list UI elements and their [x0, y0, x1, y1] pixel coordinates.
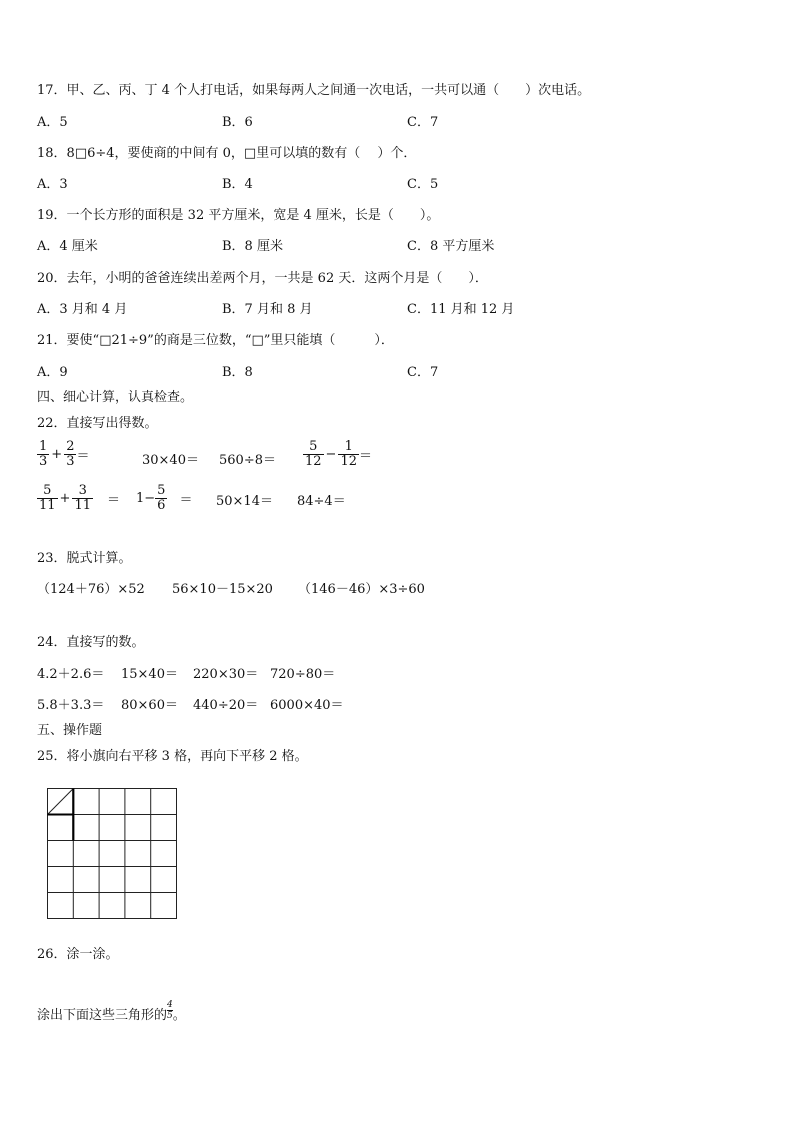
- numerator: 1: [39, 439, 48, 454]
- grid-border: [48, 789, 177, 919]
- question-19: 19．一个长方形的面积是 32 平方厘米，宽是 4 厘米，长是（ ）。: [37, 208, 440, 223]
- question-24: 24．直接写的数。: [37, 635, 145, 650]
- denominator: 11: [39, 498, 56, 513]
- expression: 220×30＝: [193, 667, 259, 682]
- denominator: 3: [39, 454, 48, 469]
- instruction-end: 。: [172, 1008, 186, 1023]
- question-18: 18．8□6÷4，要使商的中间有 0，□里可以填的数有（ ）个．: [37, 146, 417, 161]
- instruction: [37, 1000, 186, 1025]
- expression: （124＋76）×52: [37, 582, 145, 597]
- operator: +: [51, 447, 63, 462]
- grid-with-flag: [47, 788, 178, 921]
- denominator: 12: [340, 454, 357, 469]
- denominator: 3: [66, 454, 75, 469]
- expression: 5.8＋3.3＝: [37, 698, 105, 713]
- section-heading: 四、细心计算，认真检查。: [37, 390, 194, 405]
- equals-sign: ＝: [76, 449, 90, 464]
- option-b: B．4: [222, 177, 253, 192]
- section-heading: 五、操作题: [37, 723, 103, 738]
- fraction: [155, 484, 167, 513]
- question-22: 22．直接写出得数。: [37, 416, 158, 431]
- fraction: [167, 1000, 173, 1021]
- option-a: A．9: [37, 365, 68, 380]
- flag-icon: [48, 789, 74, 841]
- option-c: C．7: [407, 115, 439, 130]
- numerator: 2: [66, 439, 75, 454]
- fraction-expression: [136, 484, 192, 513]
- fraction: [303, 440, 324, 469]
- option-a: A．3: [37, 177, 68, 192]
- option-b: B．7 月和 8 月: [222, 302, 313, 317]
- option-a: A．3 月和 4 月: [37, 302, 128, 317]
- fraction: [338, 440, 359, 469]
- fraction: [37, 484, 58, 513]
- option-a: A．5: [37, 115, 68, 130]
- equals-sign: ＝: [359, 449, 373, 464]
- expression-prefix: 1−: [136, 491, 156, 506]
- denominator: 5: [167, 1011, 173, 1021]
- question-20: 20．去年，小明的爸爸连续出差两个月，一共是 62 天．这两个月是（ ）．: [37, 271, 488, 286]
- option-c: C．5: [407, 177, 439, 192]
- fraction: [64, 440, 76, 469]
- expression: 80×60＝: [121, 698, 178, 713]
- question-26: 26．涂一涂。: [37, 947, 119, 962]
- option-a: A．4 厘米: [37, 239, 98, 254]
- option-b: B．6: [222, 115, 253, 130]
- denominator: 11: [74, 498, 91, 513]
- denominator: 12: [305, 454, 322, 469]
- expression: 30×40＝: [142, 453, 199, 468]
- fraction-expression: [37, 484, 120, 513]
- option-c: C．11 月和 12 月: [407, 302, 515, 317]
- question-21: 21．要使“□21÷9”的商是三位数，“□”里只能填（ ）．: [37, 333, 394, 348]
- numerator: 4: [167, 1000, 173, 1010]
- fraction: [72, 484, 93, 513]
- option-c: C．8 平方厘米: [407, 239, 495, 254]
- equals-sign: ＝: [107, 493, 121, 508]
- question-17: 17．甲、乙、丙、丁 4 个人打电话，如果每两人之间通一次电话，一共可以通（ ）次电话。: [37, 83, 591, 98]
- expression: 56×10－15×20: [172, 582, 273, 597]
- expression: 15×40＝: [121, 667, 178, 682]
- numerator: 1: [344, 439, 353, 454]
- operator: +: [59, 491, 71, 506]
- numerator: 5: [309, 439, 318, 454]
- instruction-text: 涂出下面这些三角形的: [37, 1008, 168, 1023]
- fraction: [37, 440, 49, 469]
- operator: −: [325, 447, 337, 462]
- question-23: 23．脱式计算。: [37, 551, 132, 566]
- expression: 50×14＝: [216, 494, 273, 509]
- numerator: 5: [157, 483, 166, 498]
- expression: 720÷80＝: [270, 667, 336, 682]
- option-b: B．8 厘米: [222, 239, 283, 254]
- expression: 6000×40＝: [270, 698, 344, 713]
- equals-sign: ＝: [179, 493, 193, 508]
- denominator: 6: [157, 498, 166, 513]
- expression: 4.2＋2.6＝: [37, 667, 105, 682]
- expression: 84÷4＝: [297, 494, 346, 509]
- expression: 440÷20＝: [193, 698, 259, 713]
- fraction-expression: [37, 440, 89, 469]
- numerator: 3: [78, 483, 87, 498]
- question-25: 25．将小旗向右平移 3 格，再向下平移 2 格。: [37, 749, 308, 764]
- fraction-expression: [303, 440, 372, 469]
- option-c: C．7: [407, 365, 439, 380]
- option-b: B．8: [222, 365, 253, 380]
- numerator: 5: [43, 483, 52, 498]
- expression: （146－46）×3÷60: [298, 582, 425, 597]
- expression: 560÷8＝: [219, 453, 276, 468]
